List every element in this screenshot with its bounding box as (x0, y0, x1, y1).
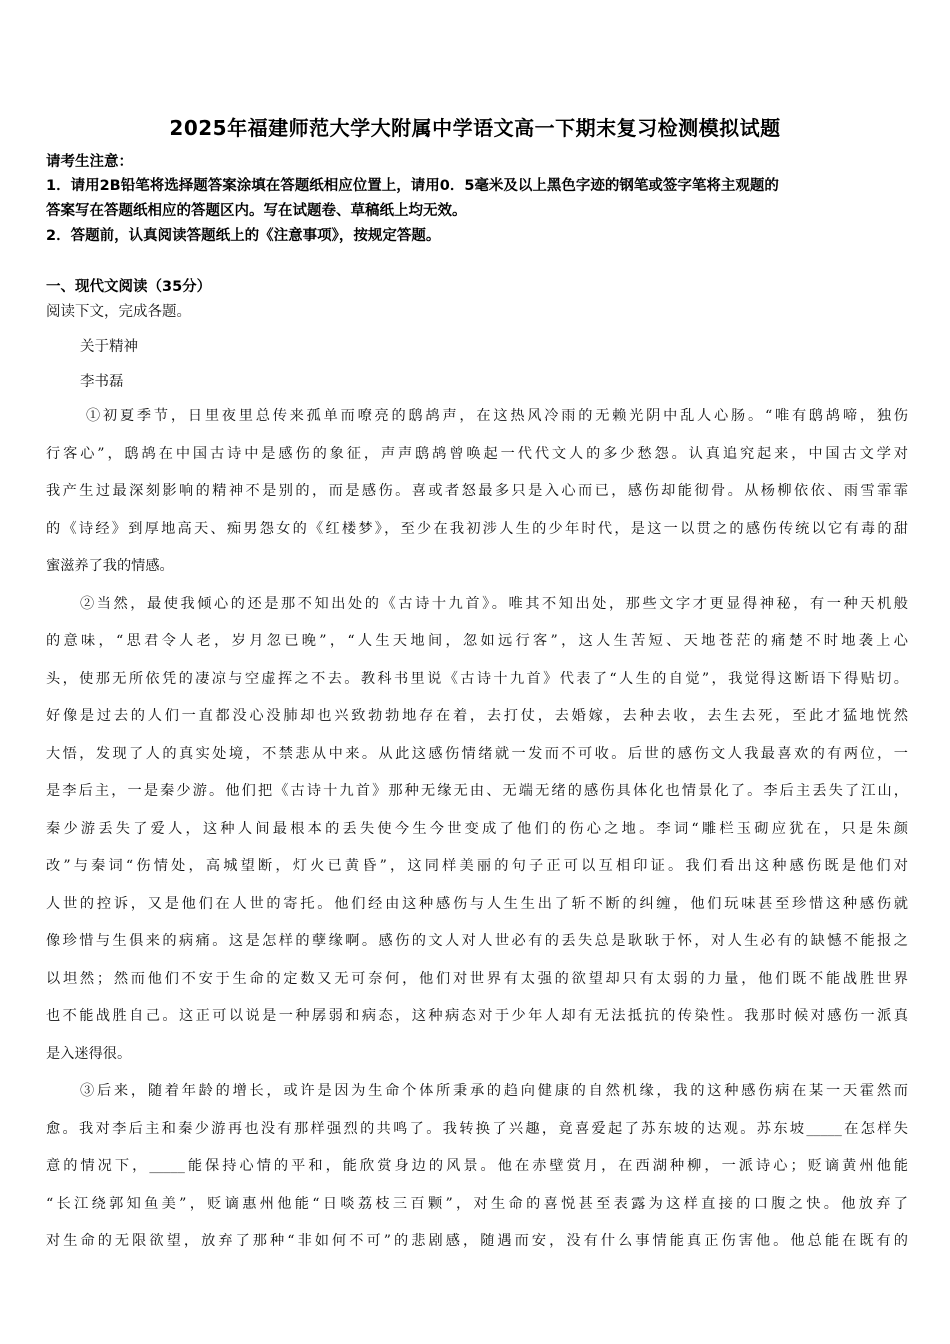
text-line: 秦少游丢失了爱人，这种人间最根本的丢失使今生今世变成了他们的伤心之地。李词“雕栏玉砌应犹在，只是朱颜 (46, 820, 908, 837)
text-line: 像珍惜与生俱来的病痛。这是怎样的孽缘啊。感伤的文人对人世必有的丢失总是耿耿于怀，对人生必有的缺憾不能报之 (46, 933, 908, 949)
text-line: 我产生过最深刻影响的精神不是别的，而是感伤。喜或者怒最多只是入心而已，感伤却能彻骨。从杨柳依依、雨雪霏霏 (46, 483, 908, 499)
text-line: 的《诗经》到厚地高天、痴男怨女的《红楼梦》，至少在我初涉人生的少年时代，是这一以贯之的感伤传统以它有毒的甜 (46, 520, 908, 537)
text-line: 是李后主，一是秦少游。他们把《古诗十九首》那种无缘无由、无端无绪的感伤具体化也情景化了。李后主丢失了江山， (46, 783, 908, 799)
text-line: 好像是过去的人们一直都没心没肺却也兴致勃勃地存在着，去打仗，去婚嫁，去种去收，去生去死，至此才猛地恍然 (46, 708, 908, 724)
text-line: ③后来，随着年龄的增长，或许是因为生命个体所秉承的趋向健康的自然机缘，我的这种感伤病在某一天霍然而 (80, 1083, 908, 1099)
section-heading: 一、现代文阅读（35分） (46, 279, 212, 295)
exam-title: 2025年福建师范大学大附属中学语文高一下期末复习检测模拟试题 (169, 116, 781, 140)
text-line: 意的情况下，_____能保持心情的平和，能欣赏身边的风景。他在赤壁赏月，在西湖种柳，一派诗心；贬谪黄州他能 (46, 1158, 908, 1174)
text-line: ②当然，最使我倾心的还是那不知出处的《古诗十九首》。唯其不知出处，那些文字才更显得神秘，有一种天机般 (80, 595, 908, 612)
notice-item-2: 2．答题前，认真阅读答题纸上的《注意事项》，按规定答题。 (46, 228, 441, 244)
section-instruction: 阅读下文，完成各题。 (46, 304, 191, 320)
notice-item-1-line-1: 1．请用2B铅笔将选择题答案涂填在答题纸相应位置上，请用0．5毫米及以上黑色字迹的钢笔或签字笔将主观题的 (46, 178, 779, 194)
text-line: 以坦然；然而他们不安于生命的定数又无可奈何，他们对世界有太强的欲望却只有太弱的力量，他们既不能战胜世界 (46, 970, 908, 987)
text-line: 是入迷得很。 (46, 1045, 132, 1062)
text-line: 改”与秦词“伤情处，高城望断，灯火已黄昏”，这同样美丽的句子正可以互相印证。我们看出这种感伤既是他们对 (46, 858, 908, 874)
text-line: “长江绕郭知鱼美”，贬谪惠州他能“日啖荔枝三百颗”，对生命的喜悦甚至表露为这样直接的口腹之快。他放弃了 (46, 1195, 908, 1212)
text-line: 的意味，“思君令人老，岁月忽已晚”，“人生天地间，忽如远行客”，这人生苦短、天地苍茫的痛楚不时地袭上心 (46, 633, 908, 649)
notice-item-1-line-2: 答案写在答题纸相应的答题区内。写在试题卷、草稿纸上均无效。 (46, 203, 467, 219)
text-line: 大悟，发现了人的真实处境，不禁悲从中来。从此这感伤情绪就一发而不可收。后世的感伤文人我最喜欢的有两位，一 (46, 745, 908, 762)
article-author: 李书磊 (80, 374, 124, 390)
text-line: 人世的控诉，又是他们在人世的寄托。他们经由这种感伤与人生生出了斩不断的纠缠，他们玩味甚至珍惜这种感伤就 (46, 895, 908, 912)
notice-heading: 请考生注意： (46, 154, 133, 170)
text-line: 也不能战胜自己。这正可以说是一种孱弱和病态，这种病态对于少年人却有无法抵抗的传染性。我那时候对感伤一派真 (46, 1008, 908, 1024)
article-title: 关于精神 (80, 339, 138, 355)
text-line: 对生命的无限欲望，放弃了那种“非如何不可”的悲剧感，随遇而安，没有什么事情能真正伤害他。他总能在既有的 (46, 1233, 908, 1249)
text-line: ①初夏季节，日里夜里总传来孤单而嘹亮的鸱鸪声，在这热风冷雨的无赖光阴中乱人心肠。“唯有鸱鸪啼，独伤 (86, 408, 908, 424)
article-body (46, 398, 908, 1261)
text-line: 蜜滋养了我的情感。 (46, 558, 174, 574)
text-line: 愈。我对李后主和秦少游再也没有那样强烈的共鸣了。我转换了兴趣，竟喜爱起了苏东坡的达观。苏东坡_____在怎样失 (46, 1120, 908, 1137)
text-line: 头，使那无所依凭的凄凉与空虚挥之不去。教科书里说《古诗十九首》代表了“人生的自觉”，我觉得这断语下得贴切。 (46, 670, 908, 687)
text-line: 行客心”，鸱鸪在中国古诗中是感伤的象征，声声鸱鸪曾唤起一代代文人的多少愁怨。认真追究起来，中国古文学对 (46, 445, 908, 462)
